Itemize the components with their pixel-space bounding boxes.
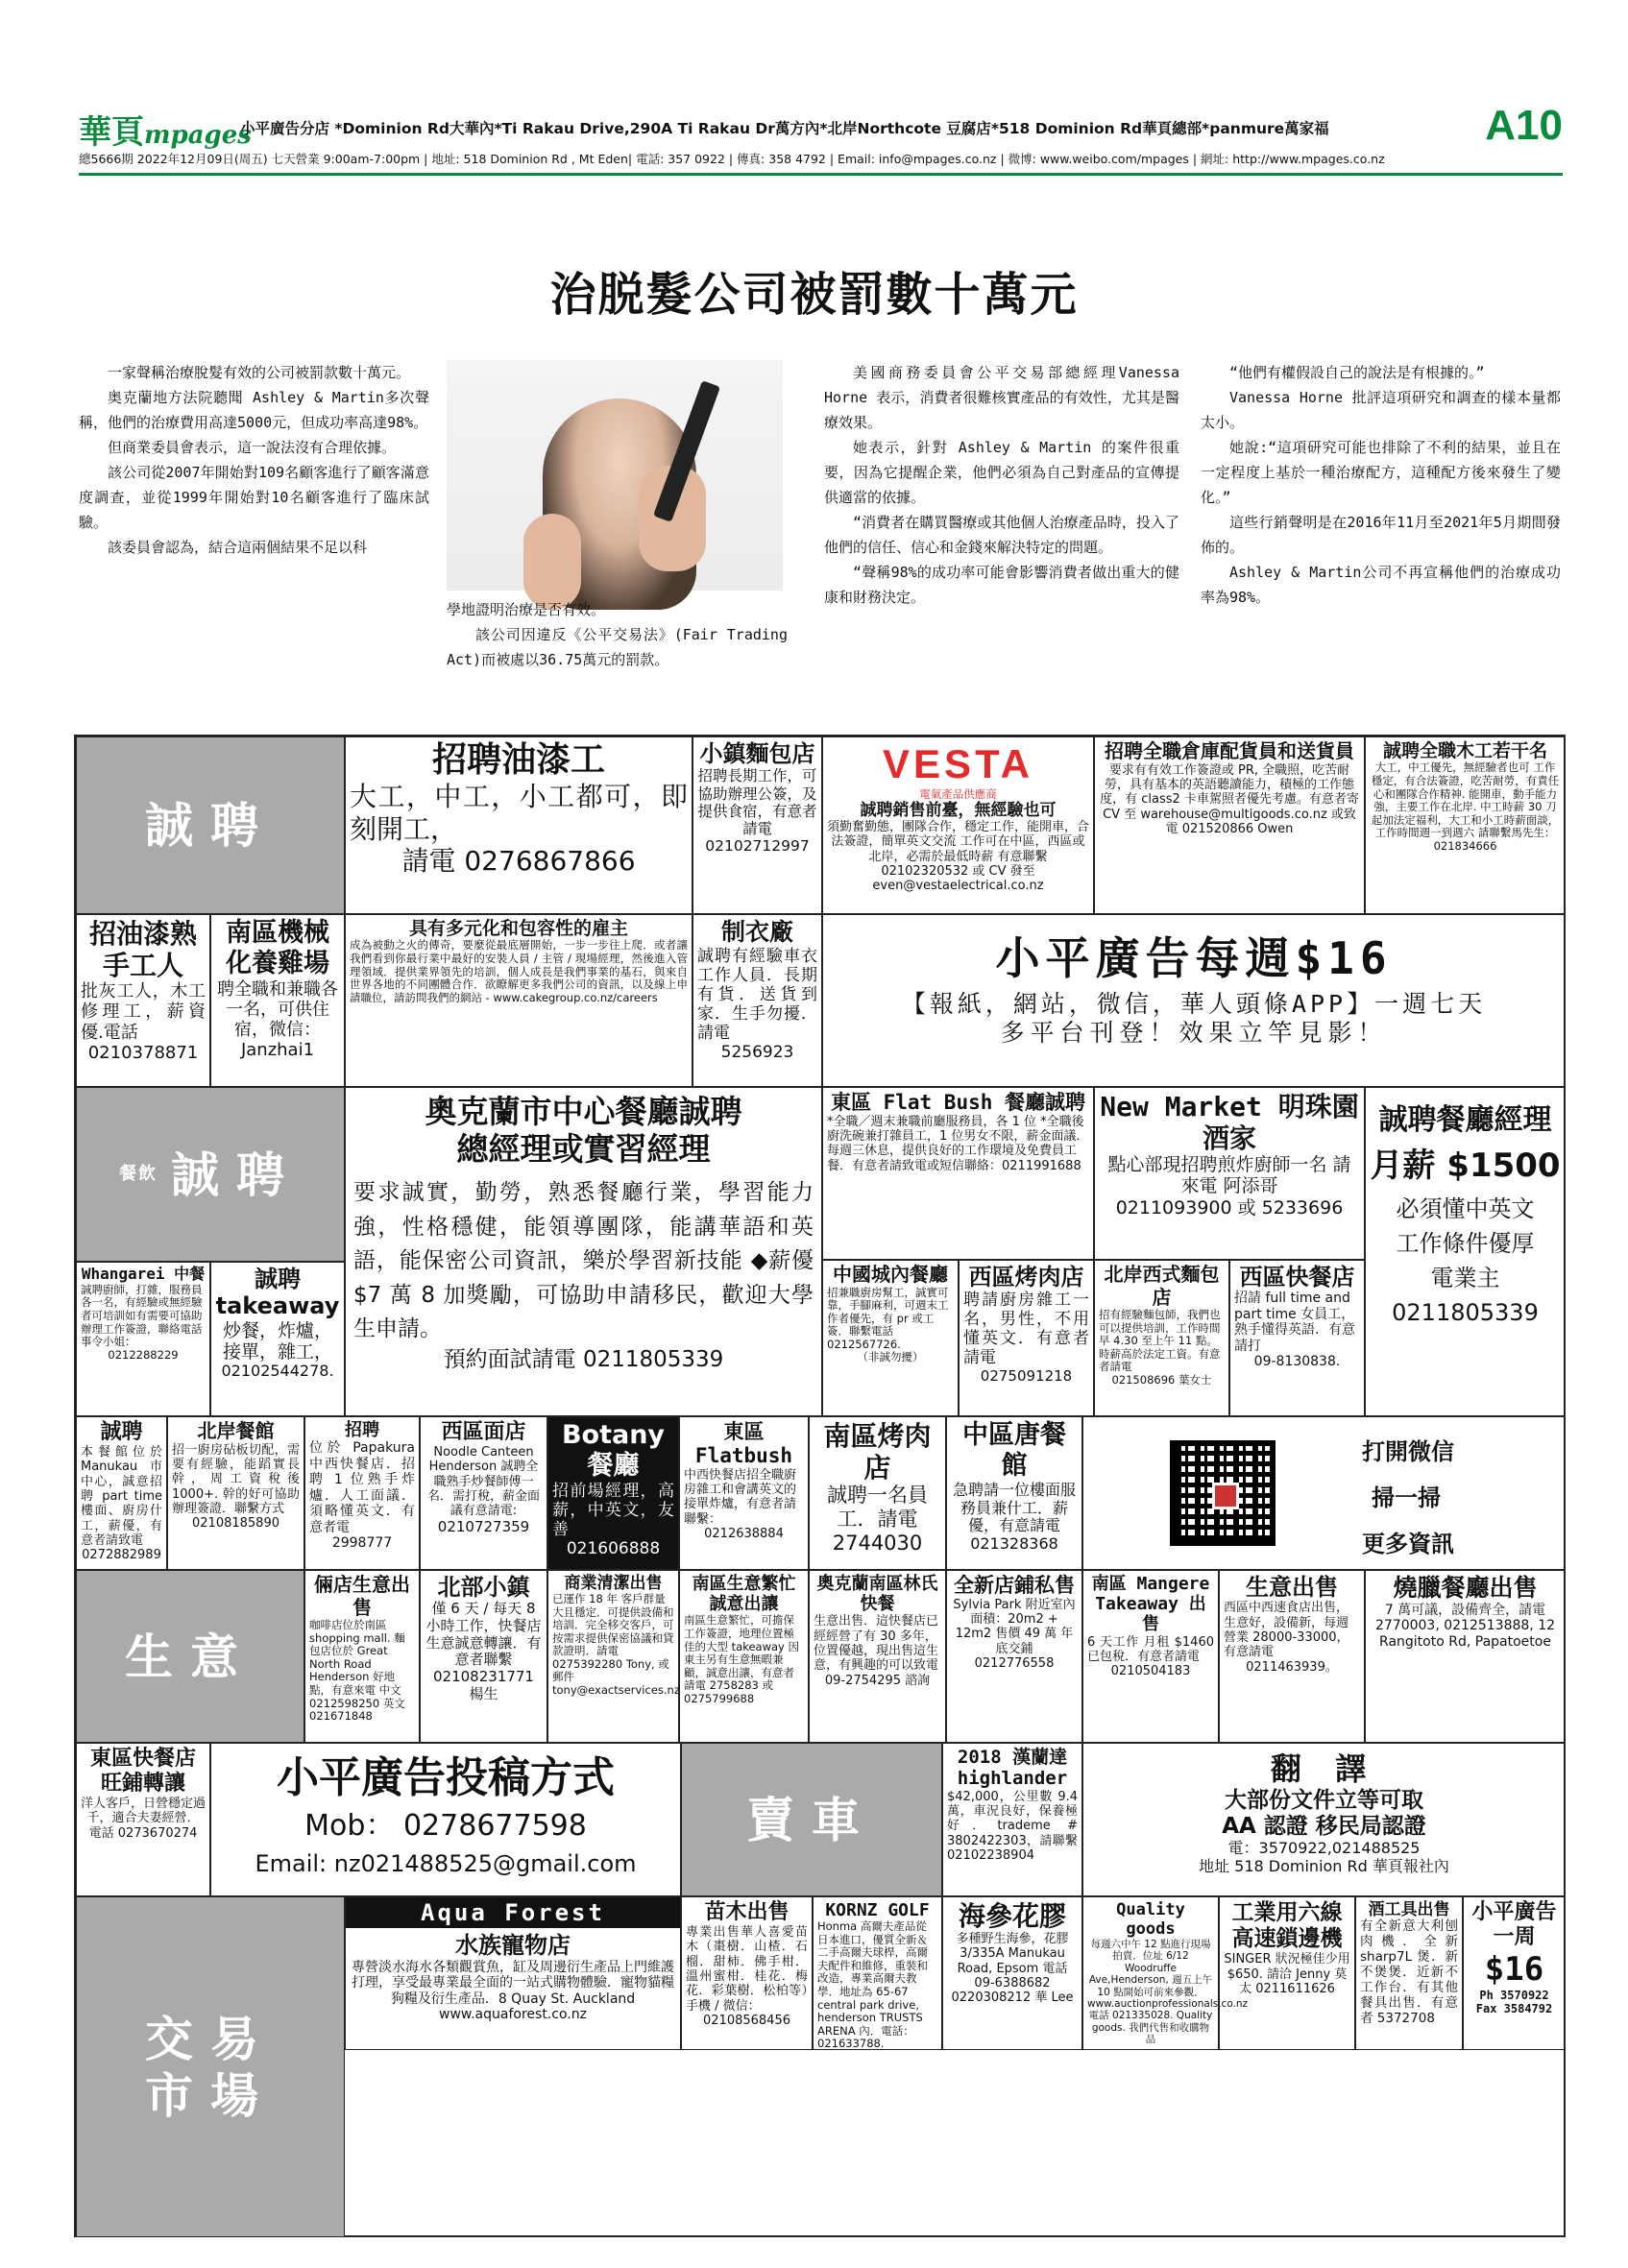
ad-title: 東區 Flat Bush 餐廳誠聘 <box>830 1091 1086 1114</box>
ad-phone: 0211093900 或 5233696 <box>1115 1196 1344 1218</box>
ad-body: 西區中西速食店出售，生意好，設備新，每週營業 28000-33000，有意請電 <box>1224 1601 1349 1660</box>
ad-title: 招油漆熟手工人 <box>88 918 197 982</box>
ad-title: 全新店鋪私售 <box>954 1574 1075 1597</box>
paragraph: 該委員會認為，結合這兩個結果不足以科 <box>108 539 368 556</box>
ad-title: 西區面店 <box>441 1420 526 1444</box>
ad-phone: 09-2754295 諮詢 <box>824 1673 931 1688</box>
branch-address-line: 小平廣告分店 *Dominion Rd大華內*Ti Rakau Drive,290A Ti Rakau Dr萬方內*北岸Northcote 豆腐店*518 Dominion Rd華頁總部*panmure萬家福 <box>240 120 1329 137</box>
ad-two-shops-sale <box>304 1570 420 1743</box>
blank-area <box>345 2050 1566 2237</box>
ad-north-restaurant <box>167 1416 304 1570</box>
ad-body: 6 天工作 月租 $1460 已包稅．有意者請電 <box>1087 1634 1214 1665</box>
ad-bakery <box>693 736 822 914</box>
ad-body: 中西快餐店招全職廚房雜工和會講英文的接單炸爐，有意者請聯繫： <box>684 1467 797 1527</box>
ad-wechat: Janzhai1 <box>240 1040 315 1061</box>
ad-body: Noodle Canteen Henderson 誠聘全職熟手炒餐師傅一名．需打稅，薪金面議有意請電: <box>426 1444 540 1519</box>
paragraph: 奥克蘭地方法院聽聞 Ashley & Martin多次聲稱，他們的治療費用高達5000元，但成功率高達98%。 <box>79 389 429 431</box>
ad-phone: 0210504183 <box>1110 1664 1191 1679</box>
ad-requirement: 工作條件優厚 <box>1396 1229 1535 1257</box>
ad-body: 要求有有效工作簽證或 PR, 全職照，吃苦耐勞，具有基本的英語聽讀能力，積極的工作態度，有 class2 卡車駕照者優先考慮。有意者寄 CV 至 warehouse@multigoods.co.nz 或致電 021520866 Owen <box>1100 762 1359 836</box>
ad-phone: 電話 0273670274 <box>88 1825 198 1841</box>
ad-body: 招聘長期工作，可協助辦理公簽，及提供食宿，有意者請電 <box>697 767 817 838</box>
ad-body: 誠聘廚師，打雜，服務員各一名，有經驗或無經驗者可培訓如有需要可協助辦理工作簽證，聯絡電話事令小姐： <box>81 1282 203 1349</box>
ad-phone: 預約面試請電 0211805339 <box>443 1347 724 1373</box>
article-column-4 <box>1201 360 1561 610</box>
paragraph: 美國商務委員會公平交易部總經理Vanessa Horne 表示，消費者很難核實產品的有效性，尤其是醫療效果。 <box>824 364 1179 431</box>
ad-title: 工業用六線高速鎖邊機 <box>1231 1900 1343 1952</box>
ad-title: 南區 Mangere Takeaway 出售 <box>1091 1574 1210 1635</box>
ad-title: 酒工具出售 <box>1368 1900 1450 1919</box>
ad-west-bbq <box>959 1260 1094 1416</box>
section-label-market <box>76 1896 345 2237</box>
section-label-hiring: 誠聘 <box>76 736 345 914</box>
ad-subtitle: 多平台刊登！效果立竿見影！ <box>1000 1018 1388 1047</box>
ad-body: 急聘請一位樓面服務員兼什工．薪優，有意請電 <box>952 1480 1076 1535</box>
ad-body: 僅 6 天 / 每天 8 小時工作，快餐店生意誠意轉讓．有意者聯繫 <box>425 1600 542 1669</box>
paragraph: Vanessa Horne 批評這項研究和調查的樣本量都太小。 <box>1201 389 1561 431</box>
ad-painter-worker <box>76 914 210 1087</box>
ad-noodle-canteen <box>420 1416 547 1570</box>
ad-roast-restaurant-sale <box>1365 1570 1566 1743</box>
ad-phone: 02108231771 <box>433 1668 534 1686</box>
ad-chicken-farm <box>210 914 345 1087</box>
ad-warehouse <box>1094 736 1365 914</box>
ad-painter-hiring <box>345 736 693 914</box>
ad-lin-fastfood <box>809 1570 946 1743</box>
qr-caption: 更多資訊 <box>1362 1531 1454 1557</box>
ad-body: 咖啡店位於南區 shopping mall. 麵包店位於 Great North Road Henderson 好地點，有意來電 中文 0212598250 英文 021671848 <box>309 1618 405 1724</box>
ad-wechat-qr <box>1082 1416 1566 1570</box>
ad-quality-goods <box>1082 1896 1249 2050</box>
masthead <box>79 102 1563 171</box>
ad-title: 小鎮麵包店 <box>699 740 815 767</box>
ad-tree-sale <box>681 1896 813 2050</box>
ad-phone: 0272882989 <box>82 1548 161 1563</box>
ad-phone: 電：3570922,021488525 <box>1227 1839 1421 1857</box>
ad-body: Honma 高爾夫產品從日本進口，優質全新＆二手高爾夫球桿，高爾夫配件和維修，重裝和改造，專業高爾夫教學．地址為 65-67 central park drive, henderson TRUSTS ARENA 內．電話：021633788. <box>817 1919 928 2051</box>
ad-title: 東區快餐店 <box>89 1747 196 1771</box>
ad-phone: 021606888 <box>566 1538 661 1558</box>
ad-title: 水族寵物店 <box>455 1932 571 1960</box>
ad-phone: 2998777 <box>331 1535 393 1552</box>
paragraph: 一家聲稱治療脫髮有效的公司被罰款數十萬元。 <box>108 364 411 381</box>
section-label: 誠聘 <box>171 1146 302 1203</box>
ad-body: 批灰工人，木工修理工，薪資優.電話 <box>81 981 206 1043</box>
ad-body: SINGER 狀況極佳少用 $650. 請洽 Jenny 莫太 0211611626 <box>1224 1952 1350 1996</box>
ad-body: 7 萬可議，設備齊全，請電 2770003, 0212513888, 12 Rangitoto Rd, Papatoetoe <box>1374 1602 1556 1650</box>
ad-title: 北部小鎮 <box>437 1574 530 1601</box>
ad-title: 倆店生意出售 <box>314 1573 410 1619</box>
ad-title: 招聘 <box>345 1420 379 1440</box>
paragraph: 她說:“這項研究可能也排除了不利的結果，並且在一定程度上基於一種治療配方，這種配方後來發生了變化。” <box>1201 439 1561 506</box>
ad-title: 誠聘 takeaway <box>215 1266 340 1320</box>
ad-body: 招一廚房砧板切配，需要有經驗，能蹈實長幹，周工資稅後 1000+. 幹的好可協助辦理簽證．聯繫方式 <box>172 1442 300 1516</box>
ad-title: 南區生意繁忙誠意出讓 <box>692 1574 796 1615</box>
page-number: A10 <box>1485 102 1563 149</box>
ad-south-business-sale <box>679 1570 809 1743</box>
ad-body: 已運作 18 年 客戶群量大且穩定．可提供設備和培訓．完全移交客戶，可按需求提供保密協議和貸款證明．請電 0275392280 Tony, 或郵件 tony@exactservices.nz <box>552 1592 680 1697</box>
ad-aqua-forest <box>345 1896 681 2050</box>
ad-body: 專業出售華人喜愛苗木（棗樹．山楂．石榴．甜柿．佛手柑．溫州蜜柑．桂花．梅花．彩葉樹．松柏等）手機 / 微信： <box>686 1924 808 2014</box>
ad-requirement: 必須懂中英文 <box>1396 1194 1535 1222</box>
section-sublabel: 餐飲 <box>119 1164 158 1185</box>
ad-botany-restaurant <box>547 1416 679 1570</box>
ad-overlock-machine <box>1219 1896 1355 2050</box>
ad-phone: 02102712997 <box>705 837 810 856</box>
classifieds-grid <box>74 735 1566 2237</box>
ad-phone: 0210727359 <box>437 1517 530 1535</box>
ad-title: 誠聘餐廳經理 <box>1378 1103 1552 1137</box>
ad-title: 商業清潔出售 <box>564 1574 663 1593</box>
ad-phone: 0210378871 <box>87 1042 199 1063</box>
ad-takeaway <box>210 1262 345 1416</box>
ad-title: 海參花膠 <box>958 1900 1066 1932</box>
ad-sea-cucumber <box>942 1896 1082 2050</box>
ad-title: 東區 Flatbush <box>694 1420 793 1467</box>
ad-phone: 0211463939。 <box>1246 1659 1338 1675</box>
vesta-tagline: 電氣產品供應商 <box>919 786 997 801</box>
ad-title: 燒臘餐廳出售 <box>1393 1574 1538 1602</box>
ad-east-flatbush <box>679 1416 809 1570</box>
article-headline: 治脱髮公司被罰數十萬元 <box>549 268 1079 322</box>
article-column-2 <box>447 597 788 672</box>
ad-title: 中國城內餐廳 <box>833 1263 948 1286</box>
ad-phone: 請電 0276867866 <box>401 844 636 877</box>
ad-kornz-golf <box>813 1896 942 2050</box>
ad-body: 聘全職和兼職各一名，可供住宿，微信： <box>217 978 338 1041</box>
paragraph: “他們有權假設自己的說法是有根據的。” <box>1229 364 1485 381</box>
ad-title: 小平廣告每週$16 <box>995 932 1393 984</box>
paragraph: Ashley & Martin公司不再宣稱他們的治療成功率為98%。 <box>1201 564 1561 606</box>
section-label-food <box>76 1087 345 1262</box>
ad-fax: Fax 3584792 <box>1475 2002 1553 2016</box>
ad-title: Quality goods <box>1116 1900 1185 1940</box>
ad-phone: 02108185890 <box>192 1516 279 1532</box>
ad-body: 多種野生海參，花膠 3/335A Manukau Road, Epsom 電話 09-6388682 <box>956 1932 1069 1991</box>
issue-info-bar: 總5666期 2022年12月09日(周五) 七天營業 9:00am-7:00pm | 地址: 518 Dominion Rd , Mt Eden| 電話: 357 0922 | 傳真: 358 4792 | Email: info@mpages.co.nz | 微博: www.weibo.com/mpages | 網址: http://www.mpages.co.nz <box>79 152 1385 166</box>
wechat-qr-code[interactable] <box>1170 1440 1276 1546</box>
ad-cleaning-sale <box>547 1570 679 1743</box>
ad-body: 大工，中工，小工都可，即刻開工， <box>350 781 688 845</box>
ad-body: 招請 full time and part time 女員工，熟手懂得英語．有意請打 <box>1234 1291 1355 1354</box>
ad-north-town-sale <box>420 1570 547 1743</box>
ad-north-bakery <box>1094 1260 1229 1416</box>
mpages-logo: 華頁mpages <box>79 113 252 152</box>
ad-weekly-promo <box>822 914 1566 1087</box>
ad-title: 小平廣告一周 <box>1471 1900 1557 1949</box>
ad-title: 南區烤肉店 <box>823 1420 932 1484</box>
paragraph: 該公司從2007年開始對109名顧客進行了顧客滿意度調查，並從1999年開始對10名顧客進行了臨床試驗。 <box>79 464 429 531</box>
ad-phone: 021508696 葉女士 <box>1111 1373 1212 1387</box>
ad-phone: 0212288229 <box>108 1347 179 1362</box>
ad-title: 奧克蘭南區林氏快餐 <box>816 1574 938 1615</box>
ad-title: Aqua Forest <box>346 1897 680 1928</box>
ad-title: 招聘全職倉庫配貨員和送貨員 <box>1105 739 1354 762</box>
paragraph: 但商業委員會表示，這一說法沒有合理依據。 <box>108 439 397 456</box>
paragraph: 她表示，針對 Ashley & Martin 的案件很重要，因為它提醒企業，他們必須為自己對產品的宣傳提供適當的依據。 <box>824 439 1179 506</box>
ad-body: 點心部現招聘煎炸廚師一名 請來電 阿添哥 <box>1107 1154 1351 1197</box>
ad-vesta <box>822 736 1094 914</box>
ad-body: 大工，中工優先，無經驗者也可 工作穩定，有合法簽證，吃苦耐勞，有責任心和團隊合作精神. 能開車，動手能力強，主要工作在北岸. 中工時薪 30 刀起加法定福利，大工和小工時薪面談，工作時間週一到週六 請聯繫馬先生：021834666 <box>1371 760 1560 853</box>
section-label-business: 生意 <box>76 1570 304 1743</box>
ad-weekly-price <box>1463 1896 1566 2050</box>
ad-title: 小平廣告投稿方式 <box>277 1753 615 1802</box>
ad-tools-sale <box>1355 1896 1463 2050</box>
ad-south-bbq <box>809 1416 946 1570</box>
ad-body: 須勤奮勤態，團隊合作，穩定工作，能開車，合法簽證，簡單英文交流 工作可在中區，西區或北岸，必需於最低時薪 有意聯繫 02102320532 或 CV 發至 even@vestaelectrical.co.nz <box>827 820 1090 894</box>
ad-body: 大部份文件立等可取 <box>1225 1787 1423 1813</box>
paragraph: 該公司因違反《公平交易法》(Fair Trading Act)而被處以36.75萬元的罰款。 <box>447 626 788 668</box>
ad-body: Sylvia Park 附近室內面積：20m2 + 12m2 售價 49 萬 年底交鋪 <box>953 1597 1076 1656</box>
ad-phone: 5256923 <box>720 1042 794 1062</box>
ad-whangarei <box>76 1262 210 1416</box>
ad-body: $42,000，公里數 9.4 萬，車況良好，保養極好．trademe # 3802422303，請聯繫 02102238904 <box>947 1789 1078 1864</box>
ad-body: 生意出售．這快餐店已經經營了有 30 多年，位置優越，現出售這生意，有興趣的可以致電 <box>814 1614 939 1674</box>
ad-phone: 02108568456 <box>703 2013 790 2028</box>
ad-west-fastfood-sale <box>1219 1570 1365 1743</box>
hand-image <box>523 514 581 610</box>
ad-phone: 2744030 <box>832 1531 923 1555</box>
ad-body: *全職／週末兼職前廳服務員，各 1 位 *全職後廚洗碗兼打雜員工，1 位男女不限，薪金面議．每週三休息，提供良好的工作環境及免費員工餐．有意者請致電或短信聯絡：0211991688 <box>827 1114 1089 1173</box>
ad-body: 招前場經理，高薪，中英文，友善 <box>552 1481 674 1539</box>
ad-title: 旺鋪轉讓 <box>100 1771 185 1796</box>
ad-body: 聘請廚房雜工一名，男性，不用懂英文．有意者請電 <box>963 1291 1089 1368</box>
ad-body: 誠聘一名員工．請電 <box>827 1484 928 1531</box>
ad-manukau-restaurant <box>76 1416 167 1570</box>
ad-new-shop <box>946 1570 1082 1743</box>
ad-phone: 0275091218 <box>980 1366 1073 1385</box>
ad-translation <box>1082 1743 1566 1896</box>
ad-title: 奧克蘭市中心餐廳誠聘 <box>425 1093 742 1130</box>
ad-title: 招聘油漆工 <box>431 740 605 780</box>
ad-subtitle: 【報紙，網站，微信，華人頭條APP】一週七天 <box>901 990 1487 1019</box>
ad-address: 地址 518 Dominion Rd 華頁報社內 <box>1199 1856 1449 1875</box>
submit-mobile[interactable]: Mob： 0278677598 <box>304 1808 587 1843</box>
ad-title: Botany 餐廳 <box>561 1420 666 1481</box>
ad-title: 西區烤肉店 <box>968 1264 1084 1291</box>
ad-body: 洋人客戶，日營穩定過千，適合夫妻經營． <box>81 1796 207 1826</box>
ad-flatbush-restaurant <box>822 1087 1094 1260</box>
paragraph: “聲稱98%的成功率可能會影響消費者做出重大的健康和財務決定。 <box>824 564 1179 606</box>
ad-body: 每週六中午 12 點進行現場拍賣．位址 6/12 Woodruffe Ave,Henderson, 週五上午 10 點開始可前來參觀．www.auctionprofessionals.co.nz 電話 021335028. Quality goods. 我們代售和收購物品 <box>1087 1939 1249 2046</box>
ad-phone: 0211805339 <box>1392 1299 1539 1327</box>
ad-body: 本餐館位於 Manukau 市中心，誠意招聘 part time 樓面、廚房什工，薪優，有意者請致電 <box>81 1444 162 1548</box>
ad-body: 專營淡水海水各類觀賞魚，缸及周邊衍生產品上門維護打理，享受最專業最全面的一站式購物體驗．寵物貓糧狗糧及衍生產品．8 Quay St. Auckland www.aquaforest.co.nz <box>352 1959 674 2023</box>
ad-body: 招有經驗麵包師，我們也可以提供培訓，工作時間早 4.30 至上午 11 點。時薪高於法定工資。有意者請電 <box>1099 1308 1221 1374</box>
ad-salary: 月薪 $1500 <box>1370 1146 1561 1186</box>
ad-highlander <box>942 1743 1082 1896</box>
ad-title: 苗木出售 <box>704 1900 790 1924</box>
ad-carpenter <box>1365 736 1566 914</box>
ad-newmarket-restaurant <box>1094 1087 1365 1260</box>
ad-garment-factory <box>693 914 822 1087</box>
section-label-car: 賣車 <box>681 1743 942 1896</box>
hair-loss-photo <box>447 360 783 591</box>
ad-east-fastfood-transfer <box>76 1743 210 1896</box>
paragraph: “消費者在購買醫療或其他個人治療產品時，投入了他們的信任、信心和金錢來解決特定的問題。 <box>824 514 1179 556</box>
ad-phone: 0212638884 <box>704 1526 784 1541</box>
ad-body: AA 認證 移民局認證 <box>1222 1813 1426 1839</box>
ad-phone: 0212776558 <box>974 1656 1055 1672</box>
ad-title: 北岸西式麵包店 <box>1104 1263 1220 1309</box>
ad-phone: 0220308212 華 Lee <box>951 1991 1074 2006</box>
ad-title: KORNZ GOLF <box>825 1900 930 1920</box>
ad-title: 南區機械化養雞場 <box>226 918 329 978</box>
qr-caption: 打開微信 <box>1362 1438 1454 1465</box>
ad-body: 位於 Papakura 中西快餐店．招聘 1 位熟手炸爐．人工面議．須略懂英文．有意者電 <box>309 1440 415 1535</box>
ad-mangere-takeaway <box>1082 1570 1219 1743</box>
ad-requirement: 電業主 <box>1430 1265 1500 1292</box>
ad-akl-restaurant <box>345 1087 822 1416</box>
ad-title: 誠聘全職木工若干名 <box>1382 740 1547 761</box>
ad-body: 要求誠實，勤勞，熟悉餐廳行業，學習能力強，性格穩健，能領導團隊，能講華語和英語，能保密公司資訊，樂於學習新技能 ◆薪優 $7 萬 8 加獎勵，可協助申請移民，歡迎大學生申請。 <box>353 1179 814 1342</box>
ad-title: 西區快餐店 <box>1239 1264 1355 1291</box>
ad-body: 南區生意繁忙，可擔保工作簽證，地理位置極佳的大型 takeaway 因東主另有生意無暇兼顧，誠意出讓，有意者請電 2758283 或 0275799688 <box>684 1613 799 1705</box>
ad-submission-info <box>210 1743 681 1896</box>
ad-title: 制衣廠 <box>720 918 793 946</box>
ad-title: 翻 譯 <box>1270 1750 1378 1787</box>
ad-note: （非誠勿擾） <box>857 1350 924 1364</box>
ad-title: 具有多元化和包容性的雇主 <box>408 918 628 939</box>
ad-title: 2018 漢蘭達 highlander <box>957 1747 1068 1790</box>
ad-title: Whangarei 中餐 <box>81 1265 206 1283</box>
ad-phone: 021328368 <box>970 1534 1058 1554</box>
ad-price: $16 <box>1484 1949 1544 1989</box>
ad-title: 北岸餐館 <box>197 1419 275 1442</box>
ad-title: 誠聘 <box>100 1420 143 1444</box>
ad-body: 有全新意大利刨肉機．全新 sharp7L 煲．新不煲煲．近新不工作台．有其他餐具出售．有意者 5372708 <box>1360 1918 1458 2026</box>
ad-title: 誠聘銷售前臺，無經驗也可 <box>860 801 1057 821</box>
ad-central-chinese <box>946 1416 1082 1570</box>
section-label: 市場 <box>145 2066 276 2124</box>
ad-body: 成為被動之火的傳奇，要麼從最底層開始，一步一步往上爬．或者讓我們看到你最行業中最好的安裝人員 / 主管 / 現場經理，然後進入管理領域．提供業界領先的培訓，個人成長是我們事業的基石，與來自世界各地的不同團體合作．欲瞭解更多我們公司的資訊，以及線上申請職位，請訪問我們的網站 - www.cakegroup.co.nz/careers <box>350 938 688 1004</box>
submit-email[interactable]: Email: nz021488525@gmail.com <box>255 1850 637 1878</box>
masthead-divider <box>79 173 1563 176</box>
ad-chinatown-restaurant <box>822 1260 959 1416</box>
ad-phone: 02102544278. <box>221 1362 334 1381</box>
ad-title: 生意出售 <box>1246 1574 1338 1601</box>
ad-title: 中區唐餐館 <box>962 1420 1066 1481</box>
vesta-logo: VESTA <box>883 741 1033 786</box>
ad-title: 總經理或實習經理 <box>456 1129 711 1168</box>
ad-phone: Ph 3570922 <box>1479 1989 1549 2003</box>
paragraph: 這些行銷聲明是在2016年11月至2021年5月期間發佈的。 <box>1201 514 1561 556</box>
ad-contact: 楊生 <box>469 1684 498 1702</box>
ad-body: 誠聘有經驗車衣工作人員．長期有貨．送貨到家．生手勿擾．請電 <box>697 946 817 1043</box>
ad-papakura <box>304 1416 420 1570</box>
ad-restaurant-manager <box>1365 1087 1566 1416</box>
ad-cake-group <box>345 914 693 1087</box>
section-label: 交易 <box>145 2010 276 2067</box>
ad-west-fastfood <box>1229 1260 1365 1416</box>
ad-title: New Market 明珠園酒家 <box>1100 1091 1359 1155</box>
paragraph: 學地證明治療是否有效。 <box>447 601 606 618</box>
article-column-3 <box>824 360 1179 610</box>
ad-phone: 09-8130838. <box>1253 1354 1341 1370</box>
ad-body: 招兼職廚房幫工，誠實可靠，手腳麻利，可週末工作者優先，有 pr 或工簽．聯繫電話 0212567726. <box>827 1285 949 1351</box>
article-column-1 <box>79 360 429 560</box>
qr-caption: 掃一掃 <box>1372 1484 1441 1511</box>
ad-body: 炒餐，炸爐，接單，雜工， <box>222 1319 332 1363</box>
